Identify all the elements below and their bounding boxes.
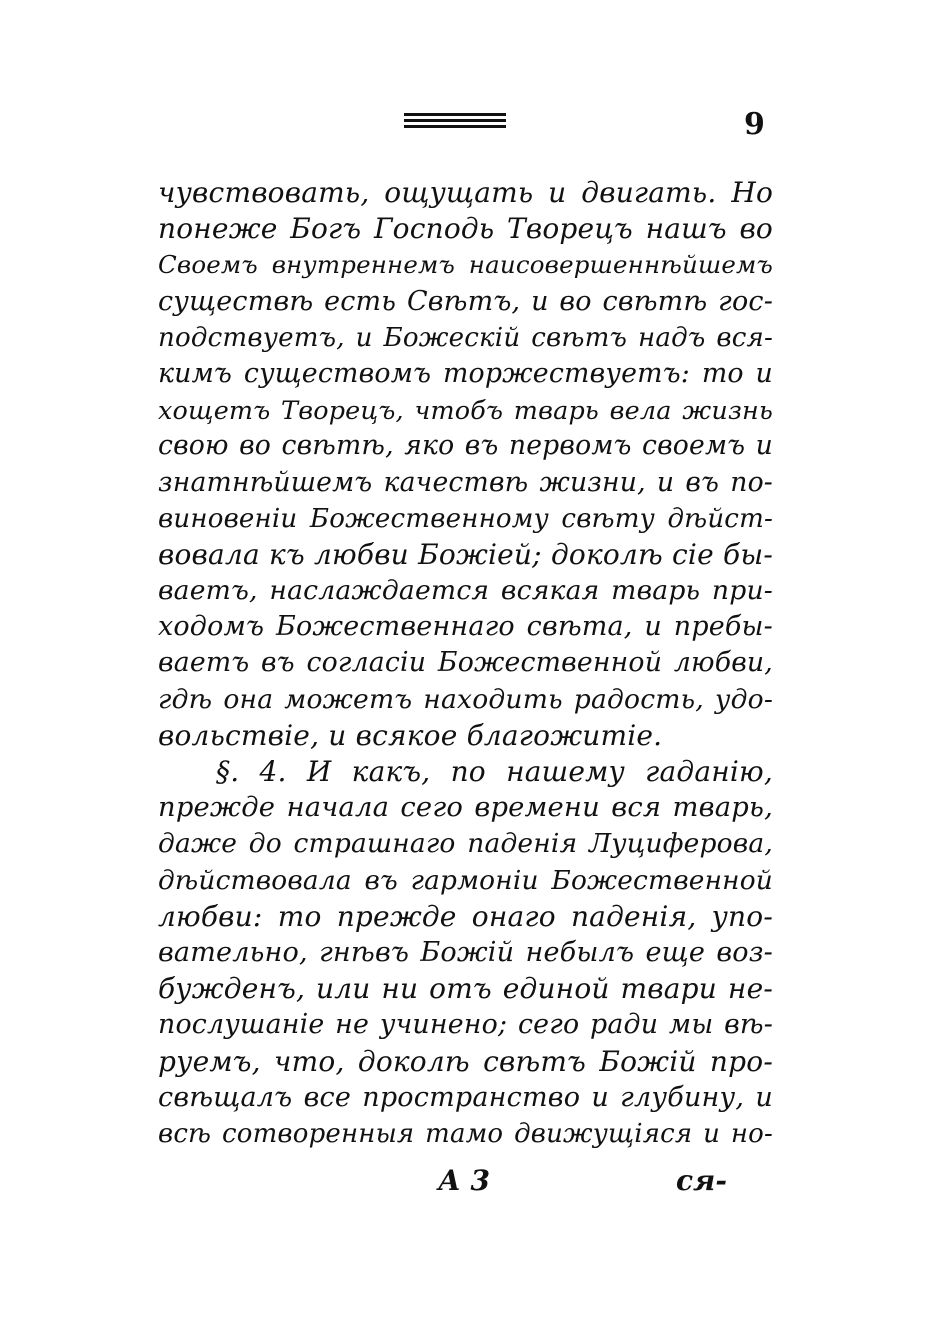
- text-line: виновеніи Божественному свѣту дѣйст-: [158, 503, 773, 534]
- text-line: §. 4. И какъ, по нашему гаданію,: [216, 755, 773, 788]
- text-line: даже до страшнаго паденія Луциферова,: [158, 828, 773, 860]
- text-line: ваетъ, наслаждается всякая тварь при-: [158, 575, 773, 607]
- header-ornament-rule: [404, 113, 506, 129]
- page-number: 9: [744, 107, 765, 142]
- text-line: вовала къ любви Божіей; доколѣ сіе бы-: [158, 537, 773, 571]
- text-line: хощетъ Творецъ, чтобъ тварь вела жизнь: [158, 395, 773, 426]
- text-line: всѣ сотворенныя тамо движущіяся и но-: [158, 1118, 773, 1149]
- text-line: послушаніе не учинено; сего ради мы вѣ-: [158, 1009, 773, 1041]
- text-line: чувствовать, ощущать и двигать. Но: [158, 176, 773, 209]
- text-line: вольствіе, и всякое благожитіе.: [158, 718, 663, 752]
- rule-line: [404, 113, 506, 116]
- text-line: существѣ есть Свѣтъ, и во свѣтѣ гос-: [158, 285, 773, 317]
- text-line: свѣщалъ все пространство и глубину, и: [158, 1081, 773, 1113]
- text-line: знатнѣйшемъ качествѣ жизни, и въ по-: [158, 466, 773, 498]
- text-line: прежде начала сего времени вся тварь,: [158, 792, 773, 824]
- text-line: вательно, гнѣвъ Божій небылъ еще воз-: [158, 936, 773, 968]
- catchword: ся-: [676, 1164, 727, 1197]
- text-line: подствуетъ, и Божескій свѣтъ надъ вся-: [158, 322, 773, 353]
- text-line: свою во свѣтѣ, яко въ первомъ своемъ и: [158, 430, 773, 462]
- text-line: любви: то прежде онаго паденія, упо-: [158, 899, 773, 933]
- text-line: Своемъ внутреннемъ наисовершеннѣйшемъ: [158, 250, 773, 280]
- text-line: кимъ существомъ торжествуетъ: то и: [158, 357, 773, 389]
- text-line: ваетъ въ согласіи Божественной любви,: [158, 647, 773, 679]
- text-line: бужденъ, или ни отъ единой твари не-: [158, 972, 773, 1006]
- text-line: руемъ, что, доколѣ свѣтъ Божій про-: [158, 1044, 773, 1078]
- text-line: дѣйствовала въ гармоніи Божественной: [158, 865, 773, 896]
- page-footer: [0, 1163, 936, 1203]
- text-line: гдѣ она можетъ находить радость, удо-: [158, 683, 773, 715]
- rule-line: [404, 125, 506, 128]
- rule-line: [404, 119, 506, 122]
- signature-mark: А 3: [438, 1164, 491, 1197]
- text-line: ходомъ Божественнаго свѣта, и пребы-: [158, 611, 773, 643]
- text-line: понеже Богъ Господь Творецъ нашъ во: [158, 212, 773, 246]
- body-text: [158, 175, 773, 1152]
